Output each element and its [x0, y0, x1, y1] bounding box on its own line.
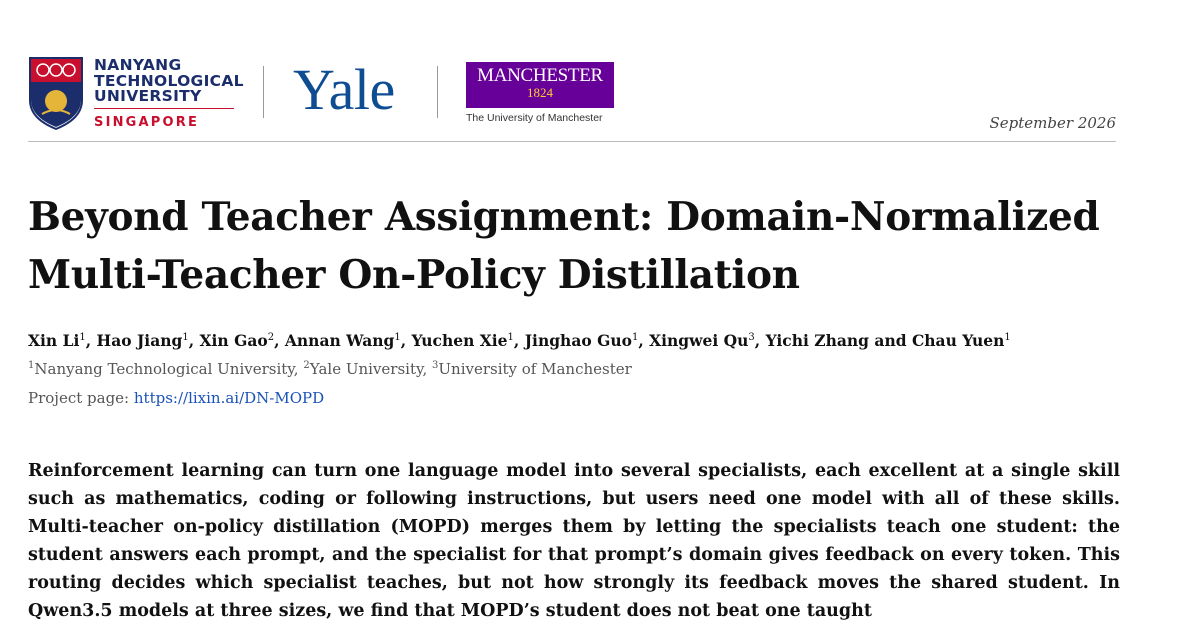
author	[525, 331, 649, 350]
manchester-year: 1824	[527, 85, 553, 100]
author-separator: ,	[754, 331, 766, 350]
author-name: Jinghao Guo	[524, 331, 632, 350]
affiliation-name: Nanyang Technological University	[34, 360, 294, 378]
ntu-line3: UNIVERSITY	[94, 87, 202, 105]
affiliation-affiliation-mark: 2	[303, 360, 310, 371]
author-name: Annan Wang	[284, 331, 395, 350]
affiliation-affiliation-mark: 3	[432, 360, 439, 371]
author-list	[28, 330, 1178, 352]
yale-logo: Yale	[293, 57, 395, 122]
author-affiliation-mark: 3	[748, 332, 755, 343]
author	[412, 331, 525, 350]
affiliation-separator: ,	[422, 360, 433, 378]
author	[285, 331, 412, 350]
affiliation-affiliation-mark: 1	[28, 360, 35, 371]
manchester-subtitle: The University of Manchester	[466, 112, 603, 124]
author-name: Xin Li	[28, 331, 80, 350]
author-separator: ,	[513, 331, 525, 350]
affiliation-separator: ,	[293, 360, 304, 378]
header	[28, 54, 1116, 138]
author-affiliation-mark: 1	[79, 332, 86, 343]
author	[200, 331, 285, 350]
author-affiliation-mark: 2	[267, 332, 275, 343]
title-line-1: Beyond Teacher Assignment: Domain-Normalized	[28, 194, 1100, 240]
author-name: Hao Jiang	[96, 331, 183, 350]
author-name: Yichi Zhang and Chau Yuen	[765, 331, 1005, 350]
affiliation	[303, 360, 432, 378]
author-name: Yuchen Xie	[411, 331, 508, 350]
header-rule	[28, 141, 1116, 142]
author-affiliation-mark: 1	[507, 332, 514, 343]
author-separator: ,	[400, 331, 412, 350]
author-separator: ,	[274, 331, 285, 350]
project-label: Project page:	[28, 389, 130, 407]
author-name: Xingwei Qu	[649, 331, 749, 350]
author-affiliation-mark: 1	[1004, 332, 1011, 343]
author-separator: ,	[638, 331, 650, 350]
author-separator: ,	[85, 331, 97, 350]
author	[28, 331, 97, 350]
project-link[interactable]: https://lixin.ai/DN-MOPD	[133, 389, 325, 407]
ntu-crest-icon	[28, 56, 84, 130]
author	[649, 331, 765, 350]
author-affiliation-mark: 1	[182, 332, 189, 343]
ntu-divider	[94, 108, 234, 109]
title-line-2: Multi-Teacher On-Policy Distillation	[28, 252, 800, 298]
affiliation-name: University of Manchester	[438, 360, 632, 378]
affiliation-list	[28, 360, 632, 378]
author-name: Xin Gao	[199, 331, 268, 350]
ntu-line4: SINGAPORE	[94, 114, 200, 130]
author	[97, 331, 200, 350]
author	[766, 331, 1011, 350]
affiliation	[28, 360, 303, 378]
logo-divider	[263, 66, 264, 118]
paper-title	[28, 188, 1148, 304]
logo-divider	[437, 66, 438, 118]
affiliation	[432, 360, 632, 378]
author-separator: ,	[188, 331, 200, 350]
publication-date: September 2026	[989, 114, 1116, 132]
abstract-text: Reinforcement learning can turn one language model into several specialists, each excellent at a single skill such as mathematics, coding or following instructions, but users need one model with all of these skills. Multi-teacher on-policy distillation (MOPD) merges them by letting the specialists teach one student: the student answers each prompt, and the specialist for that prompt’s domain gives feedback on every token. This routing decides which specialist teaches, but not how strongly its feedback moves the shared student. In Qwen3.5 models at three sizes, we find that MOPD’s student does not beat one taught	[28, 461, 1120, 621]
ntu-line2: TECHNOLOGICAL	[94, 71, 244, 90]
ntu-wordmark	[94, 58, 244, 130]
affiliation-name: Yale University	[309, 360, 423, 378]
project-page	[28, 389, 324, 407]
author-affiliation-mark: 1	[631, 332, 639, 343]
ntu-logo	[28, 56, 243, 132]
manchester-badge	[466, 62, 614, 108]
ntu-line1: NANYANG	[94, 56, 182, 74]
manchester-logo	[466, 62, 614, 124]
author-affiliation-mark: 1	[394, 332, 401, 343]
manchester-word: MANCHESTER	[477, 65, 603, 86]
